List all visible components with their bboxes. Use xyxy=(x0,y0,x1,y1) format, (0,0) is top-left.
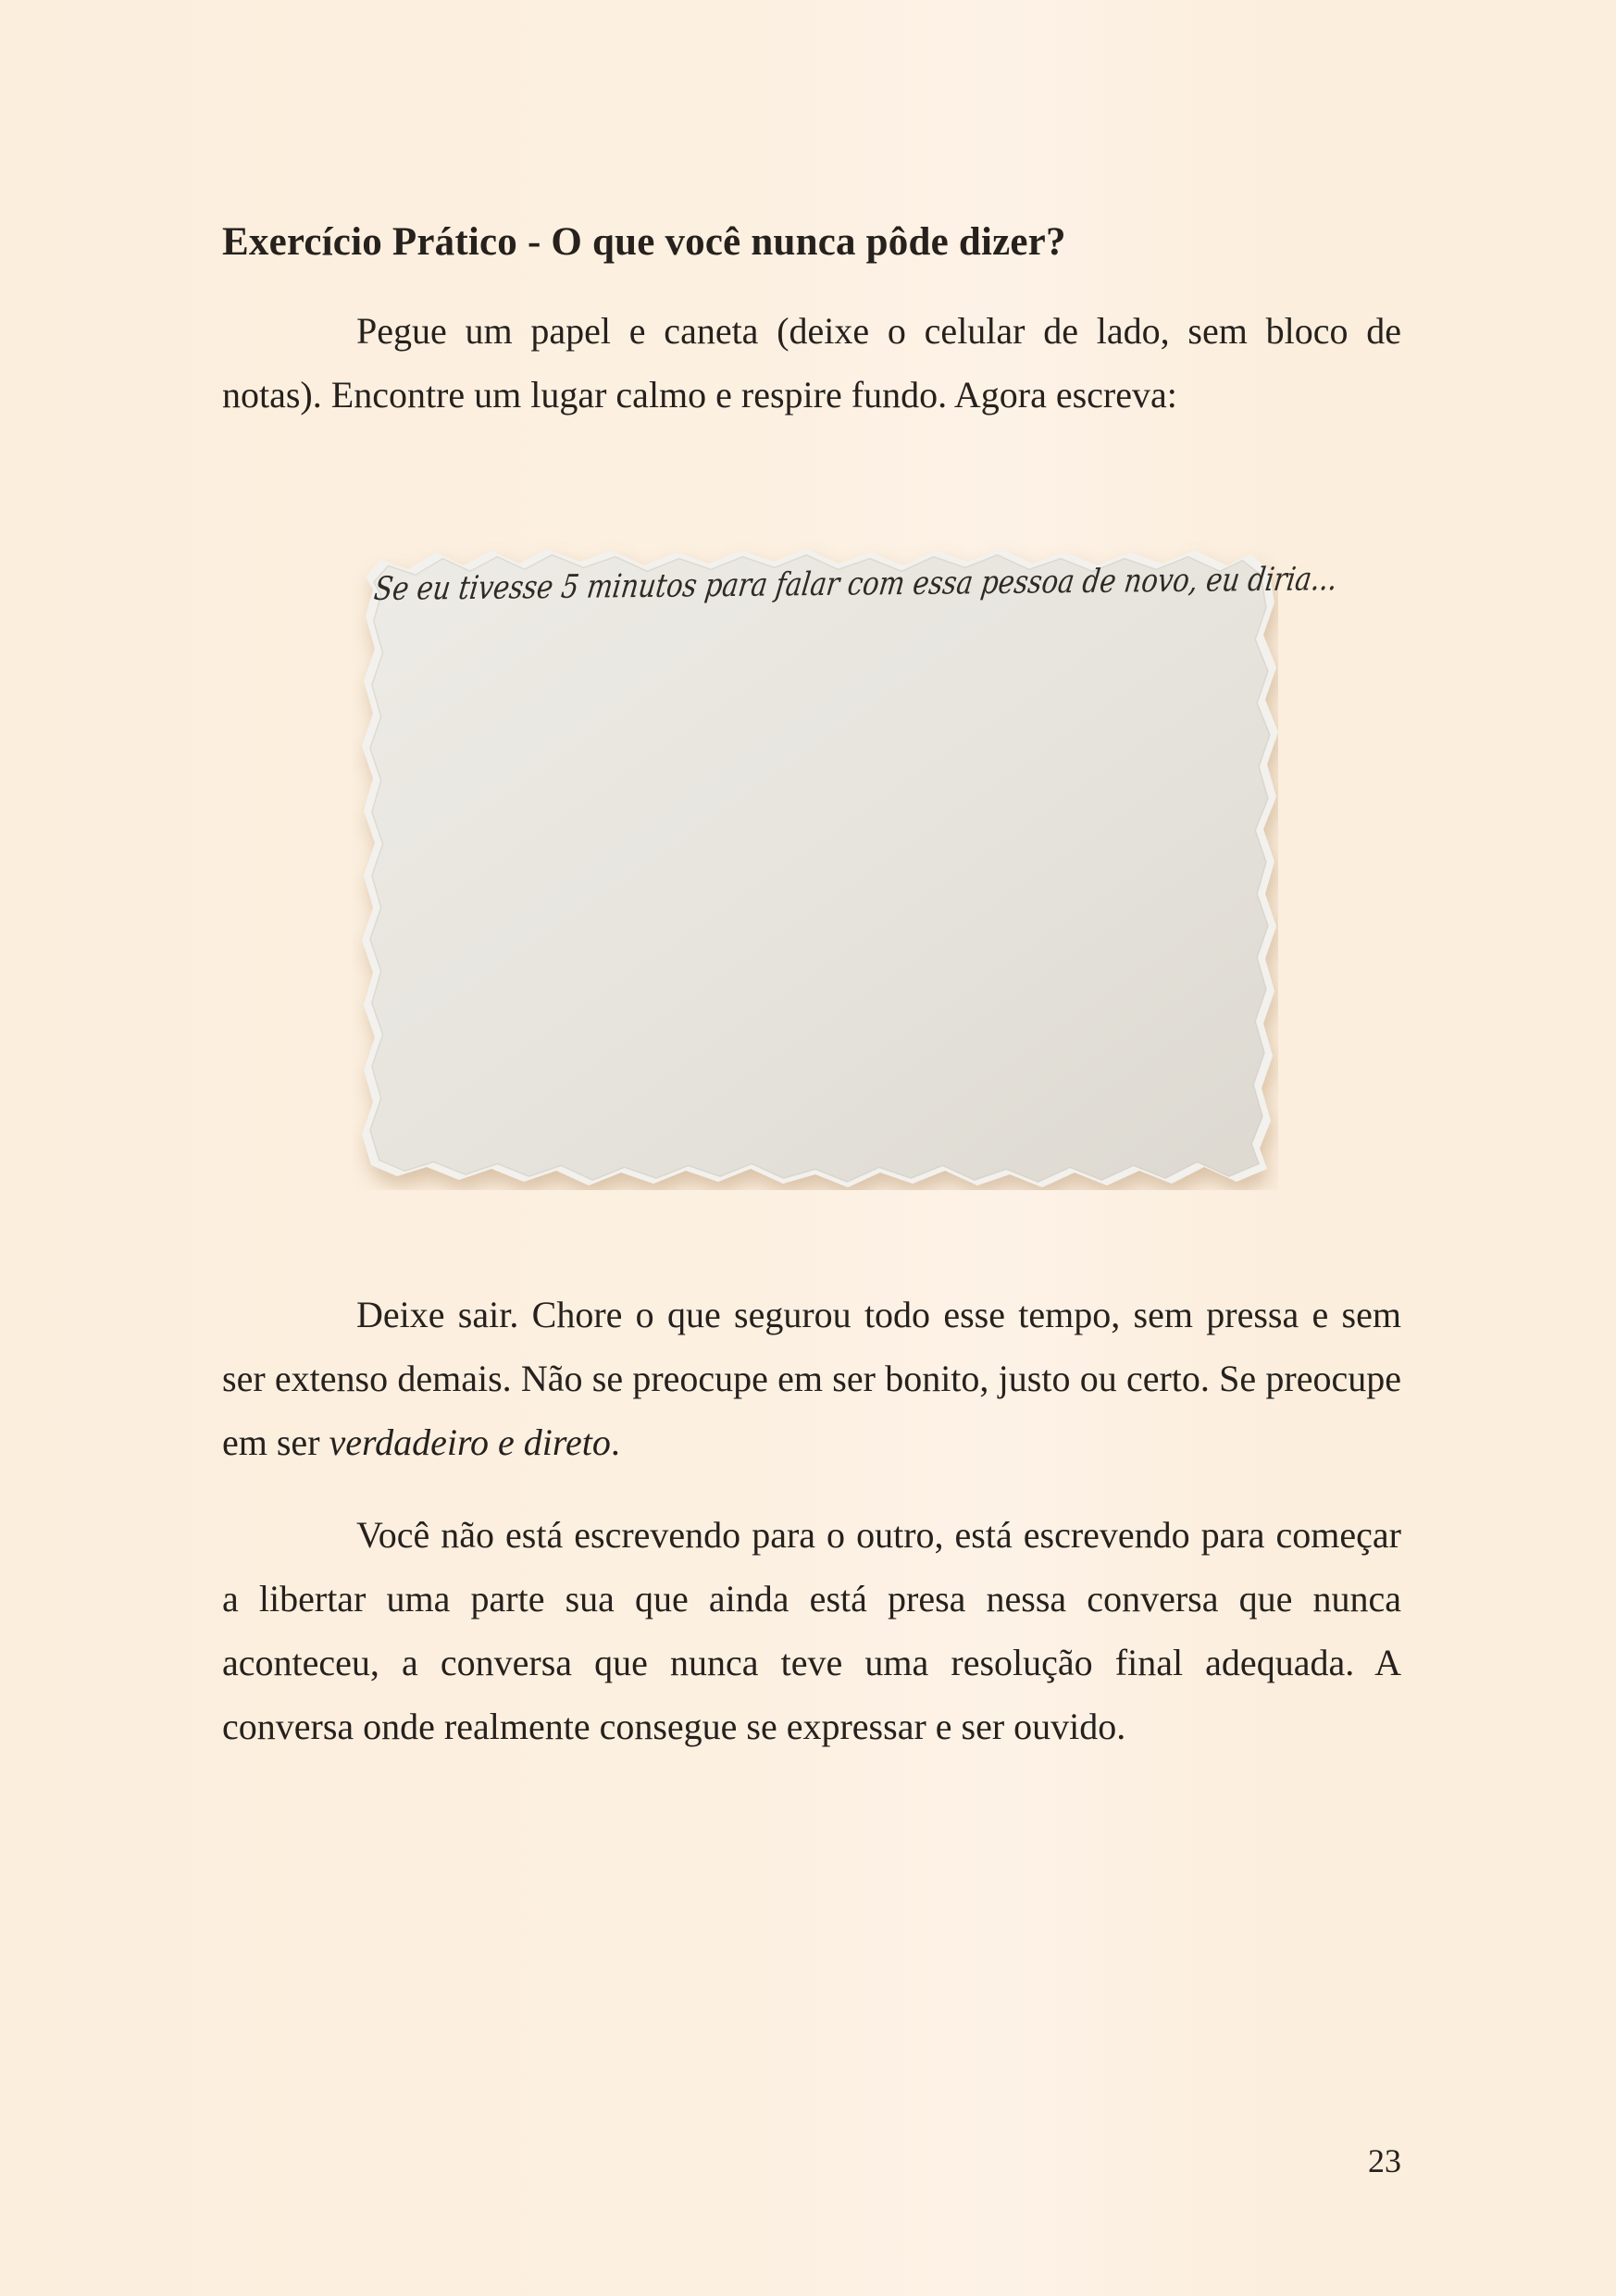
paragraph-release xyxy=(222,1283,1401,1474)
paragraph-release-text: Deixe sair. Chore o que segurou todo esse tempo, sem pressa e sem ser extenso demais. Não se preocupe em ser bonito, justo ou certo. Se preocupe em ser xyxy=(222,1293,1401,1463)
page-content xyxy=(222,0,1401,1758)
paragraph-release-emphasis: verdadeiro e direto xyxy=(329,1421,611,1463)
paragraph-purpose: Você não está escrevendo para o outro, está escrevendo para começar a libertar uma parte sua que ainda está presa nessa conversa que nunca aconteceu, a conversa que nunca teve uma resolução final adequada. A conversa onde realmente consegue se expressar e ser ouvido. xyxy=(222,1513,1401,1747)
paragraph-intro: Pegue um papel e caneta (deixe o celular de lado, sem bloco de notas). Encontre um lugar calmo e respire fundo. Agora escreva: xyxy=(222,309,1401,416)
torn-paper-image xyxy=(353,528,1340,1190)
torn-paper-graphic xyxy=(353,528,1340,1190)
paragraph-release-period: . xyxy=(610,1421,620,1463)
page-title: Exercício Prático - O que você nunca pôde dizer? xyxy=(222,220,1066,264)
page-number: 23 xyxy=(1368,2142,1401,2179)
paper-caption: Se eu tivesse 5 minutos para falar com essa pessoa de novo, eu diria... xyxy=(371,560,1340,608)
